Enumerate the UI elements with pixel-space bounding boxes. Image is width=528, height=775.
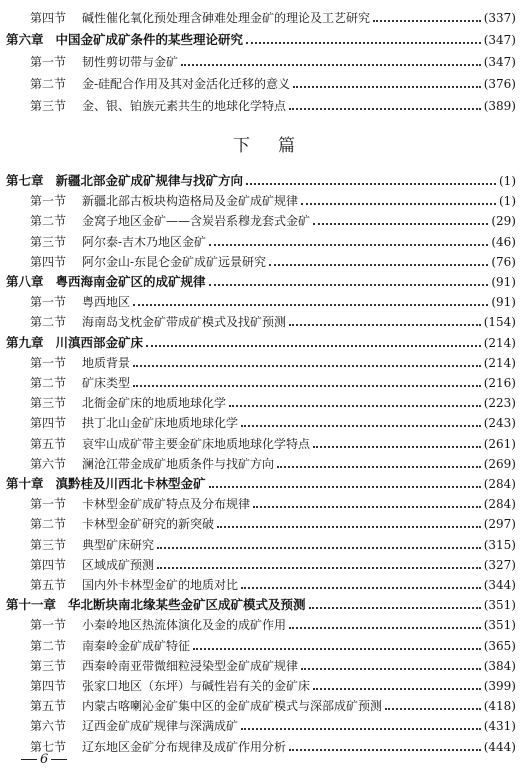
- toc-entry-page: (269): [483, 456, 516, 471]
- toc-entry-number: 第一节: [30, 55, 67, 69]
- toc-dot-leader: [373, 20, 481, 22]
- toc-entry-page: (91): [491, 295, 516, 310]
- toc-entry-page: (365): [483, 638, 516, 653]
- toc-dot-leader: [309, 607, 481, 609]
- toc-entry-title: 地质背景: [82, 355, 131, 370]
- toc-dot-leader: [289, 749, 481, 751]
- toc-dot-leader: [289, 627, 481, 629]
- toc-entry-title: 阿尔金山-东昆仑金矿成矿远景研究: [82, 254, 267, 269]
- toc-entry-page: (444): [483, 739, 516, 754]
- toc-entry-page: (29): [491, 214, 516, 229]
- toc-dot-leader: [277, 466, 481, 468]
- toc-section-row: [0, 9, 516, 27]
- toc-section-row: [0, 53, 516, 71]
- toc-entry-number: 第十一章: [6, 597, 57, 613]
- toc-entry-title: 韧性剪切带与金矿: [82, 55, 179, 69]
- part-title-text: 下篇: [233, 136, 323, 156]
- toc-entry-title: 南秦岭金矿成矿特征: [82, 638, 191, 653]
- toc-entry-title: 辽西金矿成矿规律与深满成矿: [82, 719, 239, 734]
- toc-entry-number: 第二节: [30, 214, 67, 229]
- toc-entry-page: (315): [483, 537, 516, 552]
- toc-section-row: [0, 495, 516, 513]
- toc-entry-page: (351): [483, 598, 516, 613]
- toc-dot-leader: [253, 506, 481, 508]
- toc-dot-leader: [209, 486, 481, 488]
- toc-entry-page: (214): [483, 335, 516, 350]
- page-footer: [18, 752, 70, 767]
- toc-section-row: [0, 515, 516, 533]
- toc-entry-page: (347): [483, 55, 516, 69]
- toc-entry-number: 第一节: [30, 355, 67, 370]
- toc-dot-leader: [157, 567, 481, 569]
- footer-page-number: 6: [40, 752, 49, 767]
- toc-section-row: [0, 75, 516, 93]
- toc-entry-number: 第五节: [30, 578, 67, 592]
- toc-entry-number: 第三节: [30, 99, 67, 113]
- toc-section-row: [0, 313, 516, 331]
- toc-chapter-row: [0, 172, 516, 190]
- toc-entry-page: (351): [483, 618, 516, 633]
- toc-entry-title: 西秦岭南亚带微细粒浸染型金矿成矿规律: [82, 658, 299, 673]
- toc-entry-number: 第一节: [30, 295, 67, 310]
- toc-chapter-row: [0, 475, 516, 493]
- toc-section-row: [0, 677, 516, 695]
- toc-section-row: [0, 536, 516, 554]
- toc-entry-title: 张家口地区（东坪）与碱性岩有关的金矿床: [82, 679, 311, 693]
- toc-entry-title: 矿床类型: [82, 376, 131, 390]
- toc-entry-title: 小秦岭地区热流体演化及金的成矿作用: [82, 618, 287, 633]
- toc-entry-number: 第四节: [30, 416, 67, 431]
- toc-entry-number: 第二节: [30, 315, 67, 330]
- toc-section-row: [0, 738, 516, 756]
- toc-entry-page: (1): [499, 194, 516, 209]
- toc-dot-leader: [246, 183, 496, 185]
- toc-entry-page: (243): [483, 416, 516, 431]
- toc-entry-number: 第八章: [6, 274, 44, 289]
- toc-entry-page: (344): [483, 578, 516, 592]
- toc-entry-number: 第三节: [30, 234, 67, 249]
- toc-entry-page: (284): [483, 477, 516, 491]
- toc-entry-title: 新疆北部古板块构造格局及金矿成矿规律: [82, 194, 299, 209]
- toc-dot-leader: [246, 42, 481, 44]
- toc-entry-title: 碱性催化氧化预处理含砷难处理金矿的理论及工艺研究: [82, 11, 371, 25]
- toc-dot-leader: [133, 365, 481, 367]
- toc-entry-number: 第十章: [6, 476, 44, 491]
- toc-entry-title: 金窝子地区金矿——含炭岩系穆龙套式金矿: [82, 214, 311, 229]
- toc-dot-leader: [313, 688, 481, 690]
- toc-entry-page: (327): [483, 557, 516, 572]
- toc-entry-title: 卡林型金矿研究的新突破: [82, 517, 215, 532]
- toc-entry-page: (223): [483, 396, 516, 411]
- footer-dash-left: [21, 759, 37, 760]
- toc-entry-page: (76): [491, 254, 516, 269]
- toc-entry-page: (337): [483, 11, 516, 25]
- toc-entry-title: 金、银、铂族元素共生的地球化学特点: [82, 99, 287, 113]
- toc-section-row: [0, 233, 516, 251]
- toc-section-row: [0, 455, 516, 473]
- toc-entry-number: 第四节: [30, 11, 67, 25]
- toc-section-row: [0, 556, 516, 574]
- toc-entry-title: 川滇西部金矿床: [55, 334, 144, 350]
- toc-dot-leader: [313, 223, 488, 225]
- toc-entry-number: 第二节: [30, 376, 67, 390]
- toc-entry-title: 区域成矿预测: [82, 557, 155, 572]
- toc-section-row: [0, 253, 516, 271]
- toc-section-row: [0, 657, 516, 675]
- toc-entry-page: (431): [483, 719, 516, 734]
- toc-entry-number: 第一节: [30, 497, 67, 512]
- toc-dot-leader: [229, 405, 481, 407]
- toc-dot-leader: [269, 264, 488, 266]
- toc-entry-title: 国内外卡林型金矿的地质对比: [82, 578, 239, 592]
- toc-entry-page: (297): [483, 517, 516, 532]
- toc-dot-leader: [313, 446, 481, 448]
- toc-entry-title: 澜沧江带金成矿地质条件与找矿方向: [82, 456, 275, 471]
- toc-dot-leader: [289, 108, 481, 110]
- toc-entry-number: 第六节: [30, 719, 67, 734]
- toc-entry-page: (347): [483, 33, 516, 47]
- toc-entry-title: 辽东地区金矿分布规律及成矿作用分析: [82, 739, 287, 754]
- toc-entry-page: (389): [483, 99, 516, 113]
- toc-chapter-row: [0, 334, 516, 352]
- toc-dot-leader: [209, 244, 488, 246]
- toc-entry-title: 北衙金矿床的地质地球化学: [82, 396, 227, 411]
- toc-section-row: [0, 414, 516, 432]
- toc-entry-page: (46): [491, 234, 516, 249]
- toc-section-row: [0, 616, 516, 634]
- toc-dot-leader: [241, 425, 481, 427]
- toc-section-row: [0, 697, 516, 715]
- toc-entry-number: 第九章: [6, 334, 44, 350]
- toc-entry-number: 第七章: [6, 173, 44, 188]
- toc-entry-number: 第六节: [30, 456, 67, 471]
- toc-section-row: [0, 212, 516, 230]
- toc-entry-title: 内蒙古喀喇沁金矿集中区的金矿成矿模式与深部成矿预测: [82, 699, 383, 714]
- toc-entry-number: 第三节: [30, 658, 67, 673]
- toc-entry-title: 典型矿床研究: [82, 537, 155, 552]
- toc-entry-number: 第一节: [30, 194, 67, 209]
- toc-entry-page: (154): [483, 315, 516, 330]
- toc-dot-leader: [217, 526, 481, 528]
- toc-entry-title: 中国金矿成矿条件的某些理论研究: [55, 32, 244, 47]
- toc-entry-title: 哀牢山成矿带主要金矿床地质地球化学特点: [82, 436, 311, 451]
- toc-dot-leader: [241, 587, 481, 589]
- toc-chapter-row: [0, 596, 516, 614]
- toc-dot-leader: [293, 86, 481, 88]
- toc-entry-title: 新疆北部金矿成矿规律与找矿方向: [55, 173, 244, 188]
- toc-dot-leader: [209, 284, 489, 286]
- toc-entry-number: 第四节: [30, 254, 67, 269]
- toc-section-row: [0, 354, 516, 372]
- toc-entry-number: 第七节: [30, 739, 67, 754]
- toc-entry-number: 第四节: [30, 679, 67, 693]
- toc-entry-number: 第二节: [30, 638, 67, 653]
- toc-entry-page: (214): [483, 355, 516, 370]
- toc-entry-title: 阿尔泰-吉木乃地区金矿: [82, 234, 207, 249]
- toc-dot-leader: [241, 728, 481, 730]
- toc-section-row: [0, 394, 516, 412]
- toc-entry-title: 金-硅配合作用及其对金活化迁移的意义: [82, 77, 291, 91]
- toc-entry-number: 第二节: [30, 77, 67, 91]
- toc-section-row: [0, 435, 516, 453]
- toc-section-row: [0, 374, 516, 392]
- toc-entry-page: (261): [483, 436, 516, 451]
- toc-dot-leader: [181, 64, 481, 66]
- toc-entry-title: 粤西海南金矿区的成矿规律: [55, 274, 206, 289]
- toc-entry-number: 第一节: [30, 618, 67, 633]
- toc-dot-leader: [301, 668, 481, 670]
- toc-dot-leader: [385, 708, 481, 710]
- toc-entry-title: 拱丁北山金矿床地质地球化学: [82, 416, 239, 431]
- toc-chapter-row: [0, 31, 516, 49]
- toc-entry-number: 第四节: [30, 557, 67, 572]
- toc-entry-title: 卡林型金矿成矿特点及分布规律: [82, 497, 251, 512]
- toc-entry-number: 第五节: [30, 436, 67, 451]
- toc-entry-title: 华北断块南北缘某些金矿区成矿模式及预测: [68, 597, 306, 613]
- toc-chapter-row: [0, 273, 516, 291]
- toc-entry-page: (216): [483, 376, 516, 390]
- toc-dot-leader: [157, 547, 481, 549]
- toc-section-row: [0, 637, 516, 655]
- toc-entry-title: 粤西地区: [82, 295, 131, 310]
- toc-entry-title: 滇黔桂及川西北卡林型金矿: [55, 476, 206, 491]
- toc-entry-number: 第二节: [30, 517, 67, 532]
- toc-entry-number: 第三节: [30, 396, 67, 411]
- toc-entry-page: (376): [483, 77, 516, 91]
- toc-entry-number: 第三节: [30, 537, 67, 552]
- toc-entry-page: (91): [491, 275, 516, 289]
- toc-section-row: [0, 192, 516, 210]
- toc-section-row: [0, 576, 516, 594]
- footer-dash-right: [51, 759, 67, 760]
- toc-dot-leader: [133, 385, 481, 387]
- toc-section-row: [0, 717, 516, 735]
- toc-entry-page: (284): [483, 497, 516, 512]
- part-title: [0, 131, 528, 156]
- toc-section-row: [0, 293, 516, 311]
- toc-dot-leader: [193, 648, 481, 650]
- toc-dot-leader: [146, 345, 481, 347]
- toc-section-row: [0, 97, 516, 115]
- toc-entry-page: (418): [483, 699, 516, 714]
- toc-entry-page: (1): [499, 174, 516, 188]
- toc-entry-number: 第五节: [30, 699, 67, 714]
- toc-entry-number: 第六章: [6, 32, 44, 47]
- toc-entry-title: 海南岛戈枕金矿带成矿模式及找矿预测: [82, 315, 287, 330]
- toc-dot-leader: [133, 304, 488, 306]
- toc-dot-leader: [301, 203, 496, 205]
- toc-entry-page: (399): [483, 679, 516, 693]
- toc-entry-page: (384): [483, 658, 516, 673]
- toc-dot-leader: [289, 324, 481, 326]
